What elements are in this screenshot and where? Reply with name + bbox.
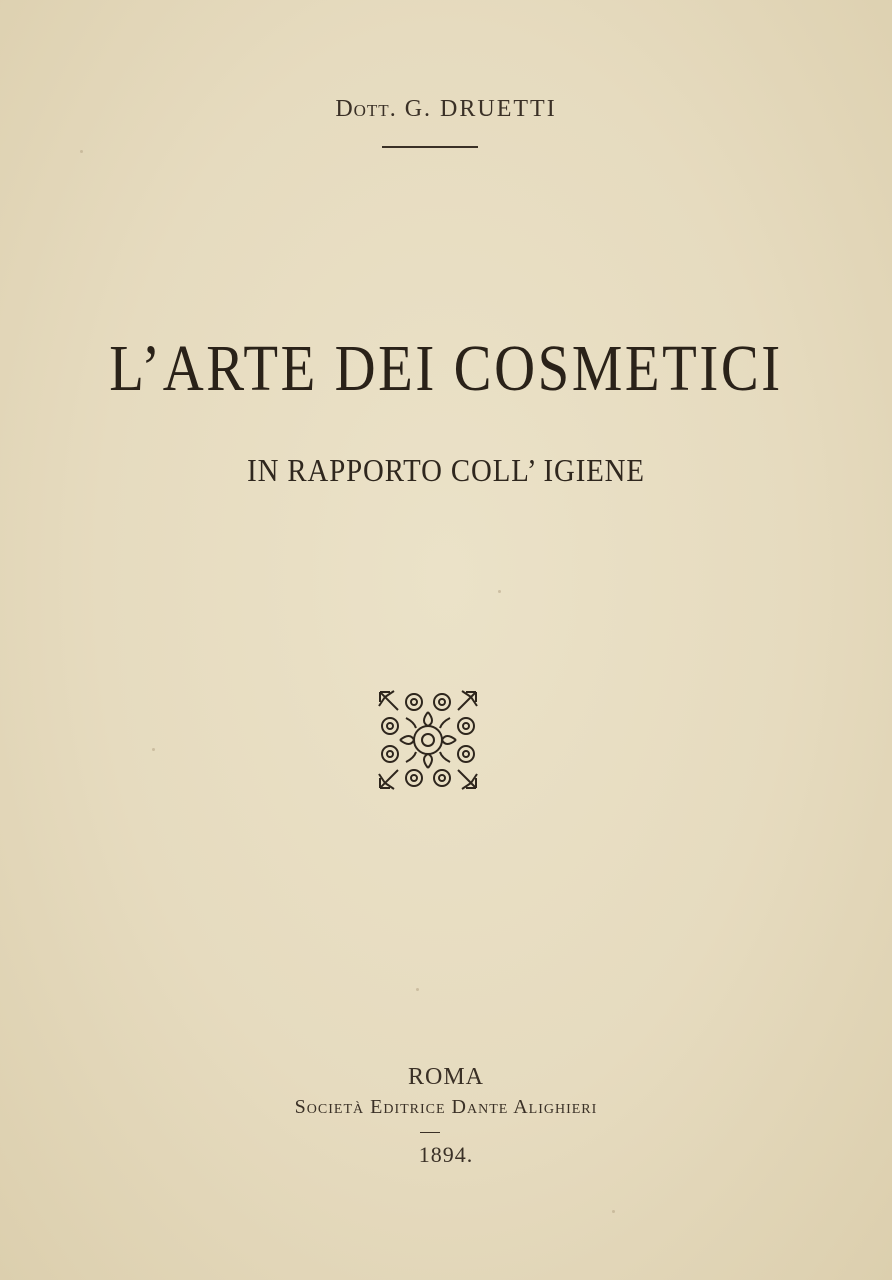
ornament-corner-leaf bbox=[458, 770, 477, 789]
book-title: L’ARTE DEI COSMETICI bbox=[109, 332, 783, 405]
author-title: Dott. bbox=[335, 96, 397, 122]
book-subtitle: IN RAPPORTO COLL’ IGIENE bbox=[247, 452, 645, 488]
paper-speck bbox=[416, 988, 419, 991]
author-rule bbox=[382, 146, 478, 148]
paper-speck bbox=[80, 150, 83, 153]
imprint-city: ROMA bbox=[407, 1064, 484, 1090]
ornament-corner-leaf bbox=[458, 691, 477, 710]
paper-speck bbox=[612, 1210, 615, 1213]
ornament-corner-leaf bbox=[379, 770, 398, 789]
imprint-rule bbox=[420, 1132, 440, 1133]
paper-speck bbox=[152, 748, 155, 751]
paper-speck bbox=[498, 590, 501, 593]
imprint-year: 1894. bbox=[418, 1142, 474, 1167]
floral-ornament-icon bbox=[376, 688, 480, 792]
ornament-corner-leaf bbox=[379, 691, 398, 710]
author-name: G. DRUETTI bbox=[404, 96, 557, 122]
author-line bbox=[0, 96, 892, 123]
imprint-publisher: Società Editrice Dante Alighieri bbox=[294, 1096, 598, 1118]
